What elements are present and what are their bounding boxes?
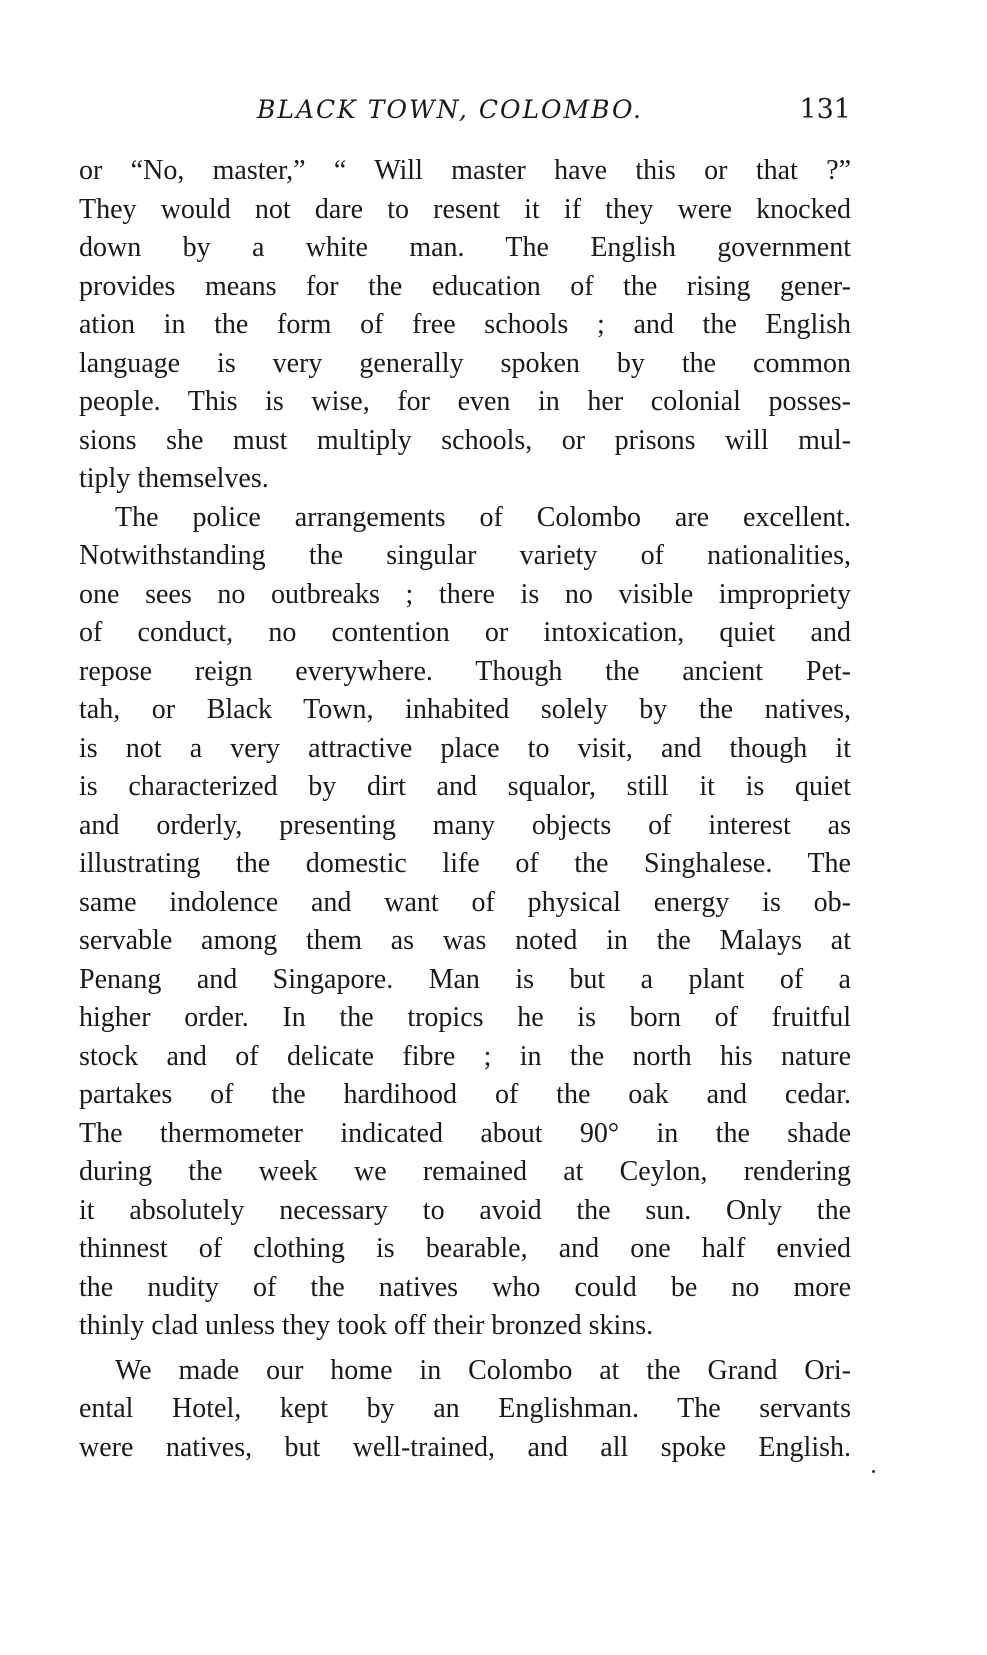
text-line: or “No, master,” “ Will master have this or that ?” xyxy=(79,155,851,186)
text-line: of conduct, no contention or intoxication, quiet and xyxy=(79,617,851,648)
text-line: They would not dare to resent it if they were knocked xyxy=(79,193,851,225)
text-line: Notwithstanding the singular variety of nationalities, xyxy=(79,540,851,571)
text-line: stock and of delicate fibre ; in the north his nature xyxy=(79,1040,851,1072)
running-title: BLACK TOWN, COLOMBO. xyxy=(257,95,643,124)
text-line: people. This is wise, for even in her colonial posses- xyxy=(79,386,851,417)
text-line: repose reign everywhere. Though the ancient Pet- xyxy=(79,655,851,687)
text-line: is characterized by dirt and squalor, still it is quiet xyxy=(79,771,851,802)
text-line: during the week we remained at Ceylon, rendering xyxy=(79,1156,851,1187)
text-line: servable among them as was noted in the Malays at xyxy=(79,925,851,956)
body-text xyxy=(79,152,851,1467)
text-line: The thermometer indicated about 90° in the shade xyxy=(79,1117,851,1149)
text-line: the nudity of the natives who could be no more xyxy=(79,1271,851,1303)
text-line: tiply themselves. xyxy=(79,463,269,494)
text-line: The police arrangements of Colombo are excellent. xyxy=(115,501,851,533)
text-line: were natives, but well-trained, and all spoke English. xyxy=(79,1431,851,1463)
text-line: thinnest of clothing is bearable, and one half envied xyxy=(79,1233,851,1264)
text-line: and orderly, presenting many objects of interest as xyxy=(79,809,851,841)
text-line: ation in the form of free schools ; and the English xyxy=(79,309,851,340)
text-line: illustrating the domestic life of the Singhalese. The xyxy=(79,848,851,879)
text-line: sions she must multiply schools, or prisons will mul- xyxy=(79,424,851,456)
text-line: thinly clad unless they took off their bronzed skins. xyxy=(79,1310,654,1341)
text-line: Penang and Singapore. Man is but a plant of a xyxy=(79,963,851,995)
ink-speck xyxy=(872,1470,875,1473)
text-line: is not a very attractive place to visit, and though it xyxy=(79,732,851,764)
text-line: same indolence and want of physical energy is ob- xyxy=(79,886,851,918)
text-line: higher order. In the tropics he is born of fruitful xyxy=(79,1002,851,1033)
page-number: 131 xyxy=(799,94,851,125)
text-line: We made our home in Colombo at the Grand Ori- xyxy=(115,1354,851,1386)
paragraph-1 xyxy=(79,152,851,499)
text-line: ental Hotel, kept by an Englishman. The servants xyxy=(79,1393,851,1424)
running-header xyxy=(79,88,851,132)
text-line: it absolutely necessary to avoid the sun. Only the xyxy=(79,1194,851,1226)
text-line: tah, or Black Town, inhabited solely by the natives, xyxy=(79,694,851,725)
paragraph-2 xyxy=(79,499,851,1346)
text-line: down by a white man. The English government xyxy=(79,232,851,263)
text-line: provides means for the education of the rising gener- xyxy=(79,270,851,302)
text-line: language is very generally spoken by the common xyxy=(79,347,851,379)
text-line: one sees no outbreaks ; there is no visible impropriety xyxy=(79,578,851,610)
paragraph-3 xyxy=(79,1352,851,1468)
text-line: partakes of the hardihood of the oak and cedar. xyxy=(79,1079,851,1110)
